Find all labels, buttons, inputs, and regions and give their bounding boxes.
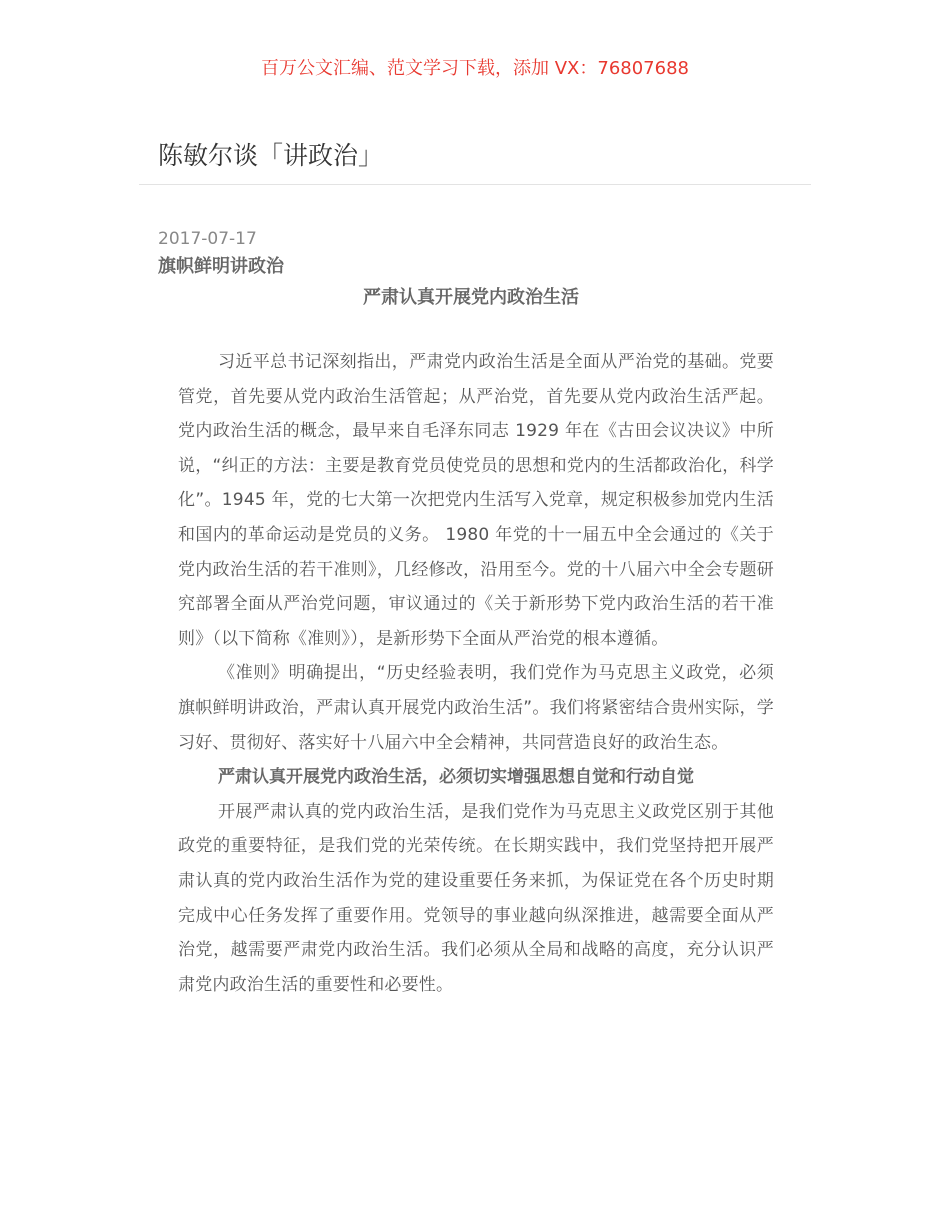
article-paragraph: 习近平总书记深刻指出，严肃党内政治生活是全面从严治党的基础。党要管党，首先要从党内政治生活管起；从严治党，首先要从党内政治生活严起。党内政治生活的概念，最早来自毛泽东同志 1929 年在《古田会议决议》中所说，“纠正的方法：主要是教育党员使党员的思想和党内的生活都政治化，科学化”。1945 年，党的七大第一次把党内生活写入党章，规定积极参加党内生活和国内的革命运动是党员的义务。 1980 年党的十一届五中全会通过的《关于党内政治生活的若干准则》，几经修改，沿用至今。党的十八届六中全会专题研究部署全面从严治党问题，审议通过的《关于新形势下党内政治生活的若干准则》（以下简称《准则》），是新形势下全面从严治党的根本遵循。 bbox=[178, 352, 774, 649]
article-heading: 严肃认真开展党内政治生活 bbox=[363, 287, 579, 308]
post-date: 2017-07-17 bbox=[158, 229, 257, 249]
column-name: 旗帜鲜明讲政治 bbox=[158, 256, 284, 277]
article-paragraph: 《准则》明确提出，“历史经验表明，我们党作为马克思主义政党，必须旗帜鲜明讲政治，严肃认真开展党内政治生活”。我们将紧密结合贵州实际，学习好、贯彻好、落实好十八届六中全会精神，共同营造良好的政治生态。 bbox=[178, 663, 774, 753]
article-subheading: 严肃认真开展党内政治生活，必须切实增强思想自觉和行动自觉 bbox=[218, 767, 694, 788]
promo-banner: 百万公文汇编、范文学习下载，添加 VX：76807688 bbox=[261, 58, 689, 79]
article-paragraph: 开展严肃认真的党内政治生活，是我们党作为马克思主义政党区别于其他政党的重要特征，是我们党的光荣传统。在长期实践中，我们党坚持把开展严肃认真的党内政治生活作为党的建设重要任务来抓，为保证党在各个历史时期完成中心任务发挥了重要作用。党领导的事业越向纵深推进，越需要全面从严治党，越需要严肃党内政治生活。我们必须从全局和战略的高度，充分认识严肃党内政治生活的重要性和必要性。 bbox=[178, 801, 774, 995]
article-body bbox=[178, 345, 774, 1002]
page-title: 陈敏尔谈「讲政治」 bbox=[158, 141, 384, 170]
title-divider bbox=[139, 184, 811, 185]
